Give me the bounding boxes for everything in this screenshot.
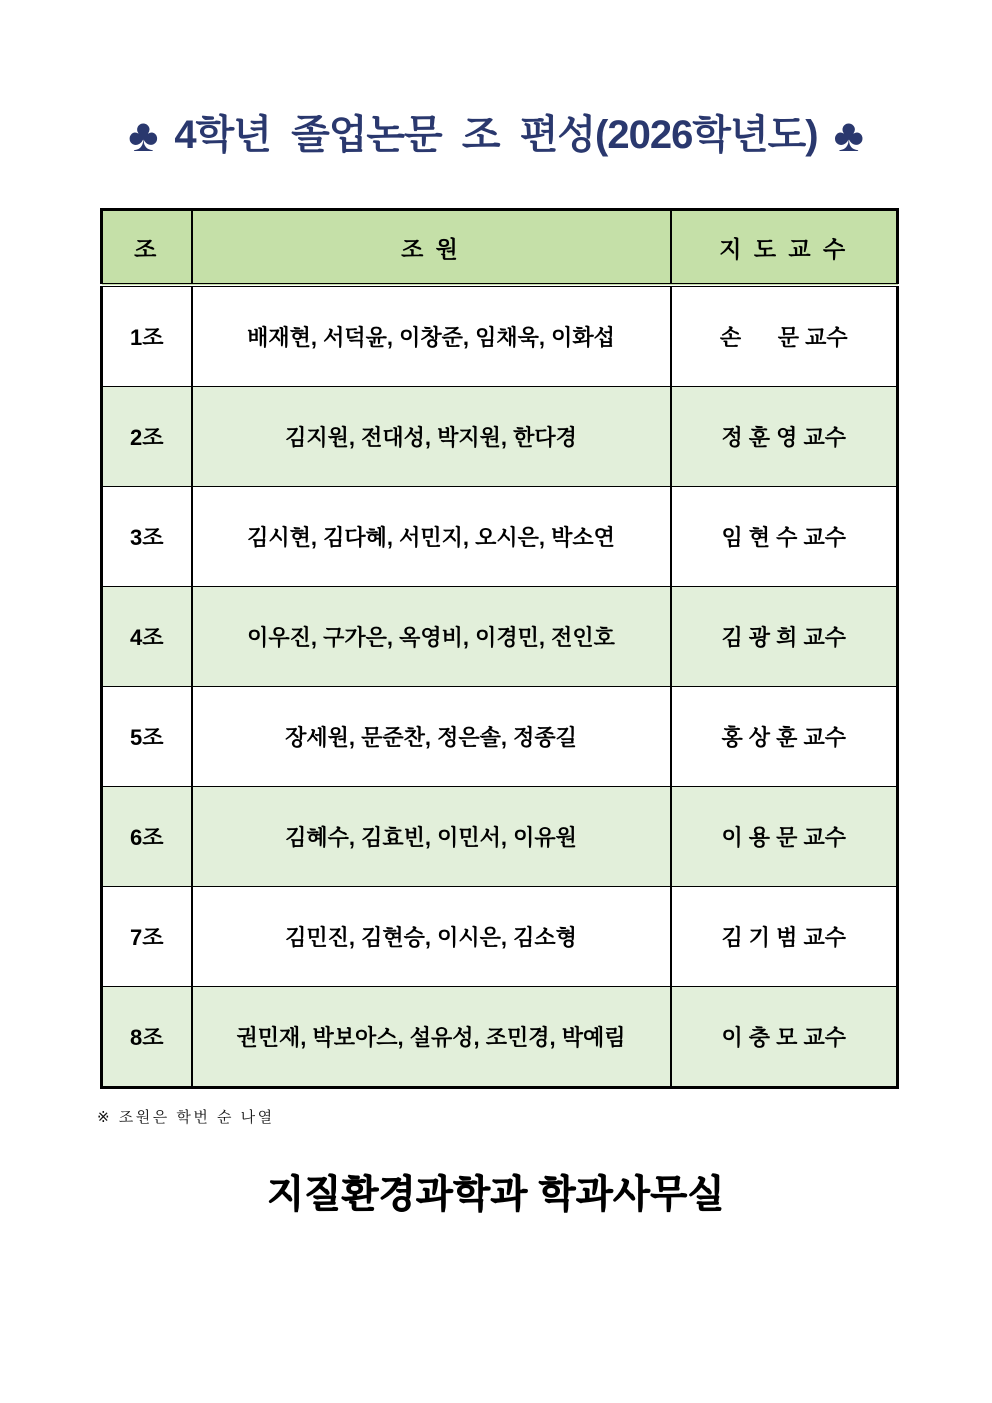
table-row-3 <box>102 487 898 587</box>
advisor-cell: 홍 상 훈 교수 <box>671 687 898 787</box>
table-row-5 <box>102 687 898 787</box>
advisor-cell: 이 충 모 교수 <box>671 987 898 1088</box>
advisor-cell: 김 기 범 교수 <box>671 887 898 987</box>
footnote: ※ 조원은 학번 순 나열 <box>97 1109 275 1126</box>
club-icon-left: ♣ <box>128 109 159 161</box>
table-row-1 <box>102 285 898 387</box>
members-cell: 김시현, 김다혜, 서민지, 오시은, 박소연 <box>192 487 671 587</box>
members-cell: 김민진, 김현승, 이시은, 김소형 <box>192 887 671 987</box>
advisor-cell: 이 용 문 교수 <box>671 787 898 887</box>
table-row-6 <box>102 787 898 887</box>
group-cell: 7조 <box>102 887 192 987</box>
members-cell: 장세원, 문준찬, 정은솔, 정종길 <box>192 687 671 787</box>
club-icon-right: ♣ <box>833 109 864 161</box>
page-title <box>0 0 992 162</box>
table-row-2 <box>102 387 898 487</box>
advisor-cell: 김 광 희 교수 <box>671 587 898 687</box>
members-cell: 이우진, 구가은, 옥영비, 이경민, 전인호 <box>192 587 671 687</box>
column-header-members: 조 원 <box>192 210 671 286</box>
table-row-7 <box>102 887 898 987</box>
page-title-text: 4학년 졸업논문 조 편성(2026학년도) <box>174 113 818 157</box>
table-row-8 <box>102 987 898 1088</box>
advisor-cell: 정 훈 영 교수 <box>671 387 898 487</box>
table-row-4 <box>102 587 898 687</box>
table-header-row <box>102 210 898 286</box>
group-cell: 4조 <box>102 587 192 687</box>
members-cell: 권민재, 박보아스, 설유성, 조민경, 박예림 <box>192 987 671 1088</box>
members-cell: 김지원, 전대성, 박지원, 한다경 <box>192 387 671 487</box>
department-office-title: 지질환경과학과 학과사무실 <box>267 1174 725 1216</box>
advisor-cell: 임 현 수 교수 <box>671 487 898 587</box>
group-cell: 1조 <box>102 285 192 387</box>
advisor-cell: 손 문 교수 <box>671 285 898 387</box>
group-assignment-table <box>100 208 899 1089</box>
members-cell: 김혜수, 김효빈, 이민서, 이유원 <box>192 787 671 887</box>
group-cell: 5조 <box>102 687 192 787</box>
group-cell: 8조 <box>102 987 192 1088</box>
column-header-group: 조 <box>102 210 192 286</box>
group-cell: 6조 <box>102 787 192 887</box>
members-cell: 배재현, 서덕윤, 이창준, 임채욱, 이화섭 <box>192 285 671 387</box>
group-cell: 3조 <box>102 487 192 587</box>
group-cell: 2조 <box>102 387 192 487</box>
column-header-advisor: 지 도 교 수 <box>671 210 898 286</box>
